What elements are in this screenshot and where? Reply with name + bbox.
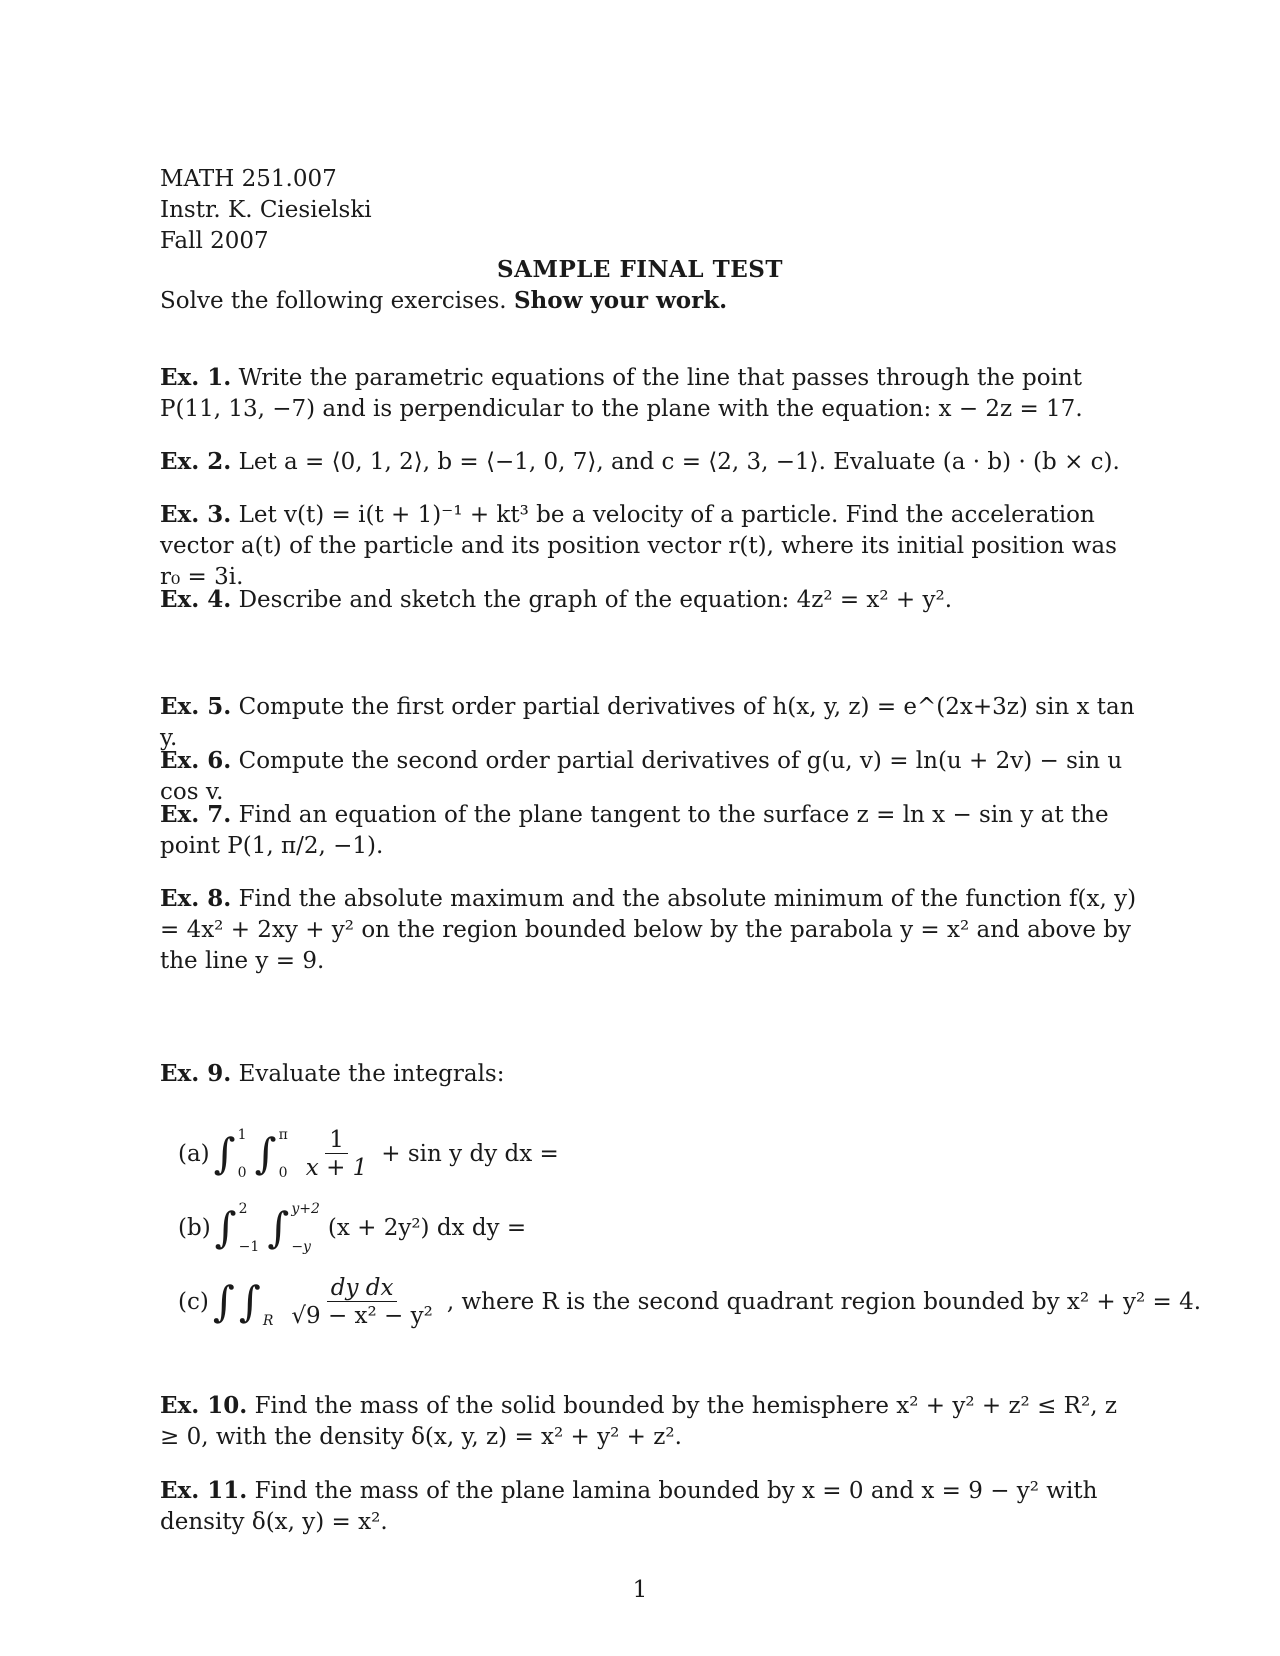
integral-sign-icon: ∫ <box>214 1203 237 1252</box>
fraction <box>302 1127 372 1182</box>
integral-c <box>178 1272 1201 1332</box>
term: Fall 2007 <box>160 228 269 254</box>
upper-limit: 1 <box>237 1127 247 1143</box>
exercise-label: Ex. 10. <box>160 1392 248 1419</box>
exercise-text: Find the absolute maximum and the absolute minimum of the function f(x, y) = 4x² + 2xy + y² on the region bounded below by the parabola y = x² and above by the line y = 9. <box>160 886 1137 974</box>
exercise-label: Ex. 2. <box>160 448 232 475</box>
exercise-label: Ex. 4. <box>160 586 232 613</box>
exercise-text: Compute the first order partial derivatives of h(x, y, z) = e^(2x+3z) sin x tan y. <box>160 694 1135 751</box>
integral-sign-icon: ∫ <box>267 1203 290 1252</box>
exercise-4 <box>160 584 1140 616</box>
exercise-3 <box>160 499 1140 593</box>
exercise-label: Ex. 9. <box>160 1060 232 1087</box>
course-header <box>160 164 372 257</box>
denominator: √9 − x² − y² <box>291 1302 433 1329</box>
exercise-2 <box>160 446 1140 478</box>
upper-limit: π <box>278 1127 288 1143</box>
exercise-8 <box>160 883 1140 977</box>
integral-sign-icon: ∫ <box>212 1277 235 1326</box>
integral-label: (c) <box>178 1289 209 1315</box>
exercise-7 <box>160 799 1140 862</box>
instructions-text: Solve the following exercises. <box>160 288 507 314</box>
exercise-text: Compute the second order partial derivatives of g(u, v) = ln(u + 2v) − sin u cos v. <box>160 748 1123 805</box>
exercise-text: Write the parametric equations of the line that passes through the point P(11, 13, −7) and is perpendicular to the plane with the equation: x − 2z = 17. <box>160 365 1083 422</box>
exercise-label: Ex. 6. <box>160 747 232 774</box>
instructions-emphasis: Show your work. <box>513 287 728 314</box>
exercise-text: Find an equation of the plane tangent to the surface z = ln x − sin y at the point P(1, π/2, −1). <box>160 802 1109 859</box>
fraction <box>287 1275 436 1330</box>
exercise-label: Ex. 5. <box>160 693 232 720</box>
region-symbol: R <box>262 1313 274 1329</box>
exercise-label: Ex. 3. <box>160 501 232 528</box>
integral-rest: + sin y dy dx = <box>381 1141 559 1167</box>
exercise-label: Ex. 7. <box>160 801 232 828</box>
exercise-9 <box>160 1058 1140 1090</box>
lower-limit: 0 <box>278 1165 288 1181</box>
exercise-label: Ex. 1. <box>160 364 232 391</box>
integral-limits <box>279 1127 288 1181</box>
integral-limits <box>291 1201 320 1255</box>
exercise-text: Evaluate the integrals: <box>238 1061 505 1087</box>
numerator: dy dx <box>327 1275 398 1302</box>
integral-label: (b) <box>178 1215 211 1241</box>
lower-limit: −1 <box>238 1239 260 1255</box>
page-title: SAMPLE FINAL TEST <box>497 256 783 283</box>
lower-limit: 0 <box>237 1165 247 1181</box>
exercise-text: Let a = ⟨0, 1, 2⟩, b = ⟨−1, 0, 7⟩, and c = ⟨2, 3, −1⟩. Evaluate (a · b) · (b × c). <box>238 449 1120 475</box>
integral-label: (a) <box>178 1141 210 1167</box>
upper-limit: 2 <box>238 1201 248 1217</box>
integral-limits <box>239 1201 260 1255</box>
exercise-1 <box>160 362 1140 425</box>
exercise-text: Find the mass of the solid bounded by the hemisphere x² + y² + z² ≤ R², z ≥ 0, with the density δ(x, y, z) = x² + y² + z². <box>160 1393 1117 1450</box>
lower-limit: −y <box>291 1239 311 1255</box>
integral-sign-icon: ∫ <box>213 1129 236 1178</box>
exercise-label: Ex. 8. <box>160 885 232 912</box>
instructions <box>160 285 1140 317</box>
integral-rest: , where R is the second quadrant region bounded by x² + y² = 4. <box>446 1289 1202 1315</box>
exercise-10 <box>160 1390 1140 1453</box>
exercise-label: Ex. 11. <box>160 1477 248 1504</box>
upper-limit: y+2 <box>291 1201 320 1217</box>
integral-b <box>178 1198 526 1258</box>
numerator: 1 <box>325 1127 348 1154</box>
course-code: MATH 251.007 <box>160 166 337 192</box>
integral-limits <box>238 1127 247 1181</box>
integrand: (x + 2y²) dx dy = <box>327 1215 527 1241</box>
integral-sign-icon: ∫ <box>254 1129 277 1178</box>
exercise-11 <box>160 1475 1140 1538</box>
exercise-text: Let v(t) = i(t + 1)⁻¹ + kt³ be a velocity of a particle. Find the acceleration vector a(t) of the particle and its position vector r(t), where its initial position was r₀ = 3i. <box>160 502 1117 590</box>
exercise-text: Find the mass of the plane lamina bounded by x = 0 and x = 9 − y² with density δ(x, y) = x². <box>160 1478 1098 1535</box>
exercise-text: Describe and sketch the graph of the equation: 4z² = x² + y². <box>238 587 953 613</box>
instructor-name: Instr. K. Ciesielski <box>160 197 372 223</box>
page-number: 1 <box>632 1577 648 1603</box>
integral-sign-icon: ∫ <box>238 1277 261 1326</box>
integral-a <box>178 1124 559 1184</box>
integral-limits <box>263 1275 274 1329</box>
denominator: x + 1 <box>305 1154 368 1181</box>
